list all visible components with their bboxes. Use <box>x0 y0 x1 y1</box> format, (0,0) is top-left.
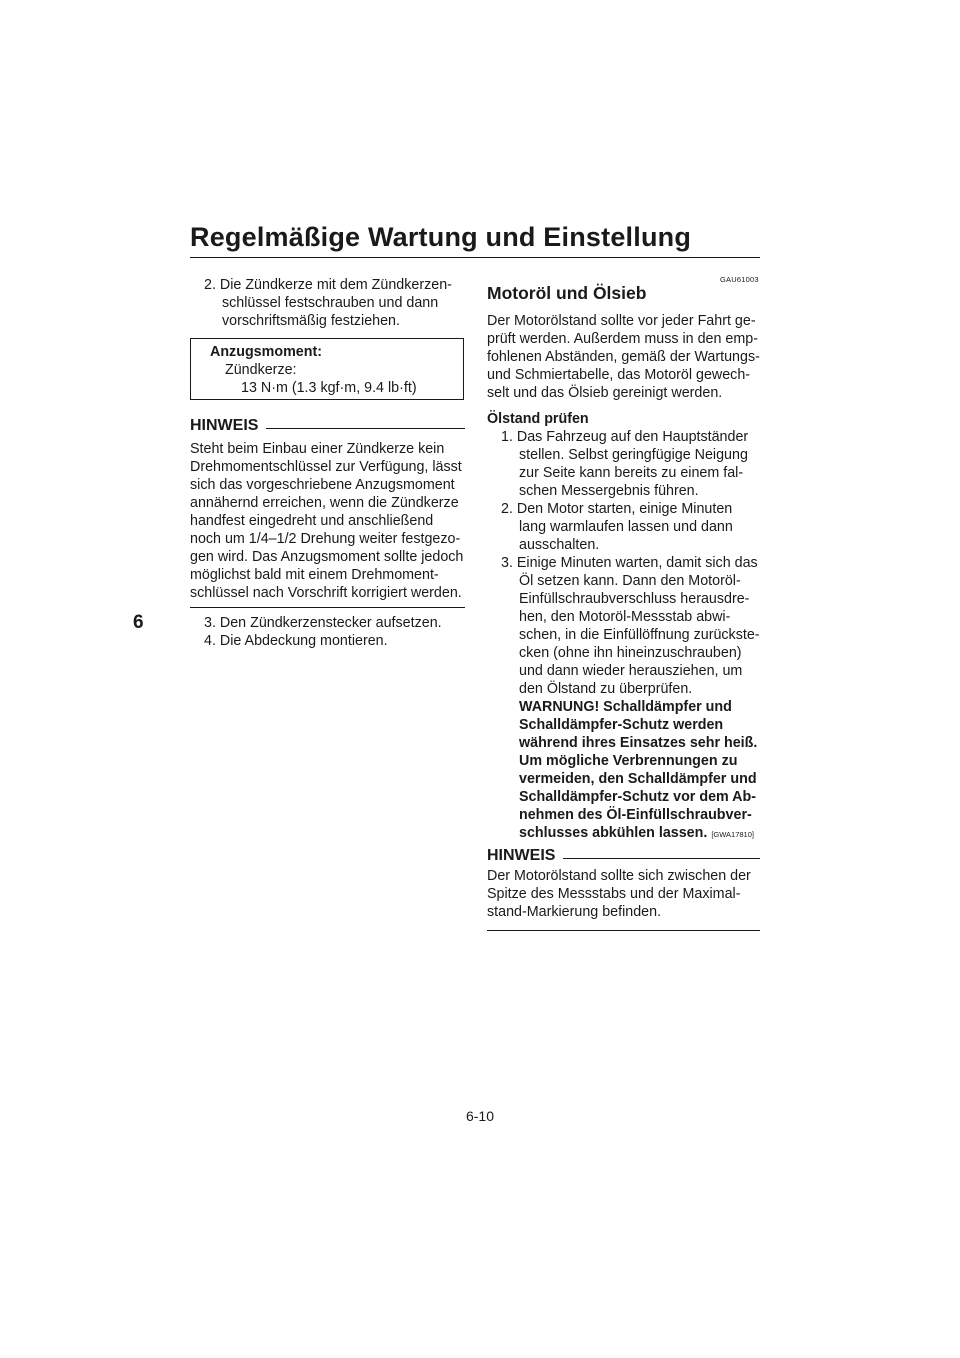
step-line: und dann wieder herausziehen, um <box>519 663 743 679</box>
step-line: zur Seite kann bereits zu einem fal- <box>519 465 744 481</box>
intro-line: fohlenen Abständen, gemäß der Wartungs- <box>487 349 760 365</box>
note-body-right <box>487 867 760 921</box>
oil-check-steps <box>487 428 760 844</box>
page-title: Regelmäßige Wartung und Einstellung <box>190 222 692 252</box>
spec-value: 13 N·m (1.3 kgf·m, 9.4 lb·ft) <box>241 380 417 396</box>
intro-line: selt und das Ölsieb gereinigt werden. <box>487 385 723 401</box>
note-line: noch um 1/4–1/2 Drehung weiter festgezo- <box>190 531 461 547</box>
note-heading-label: HINWEIS <box>487 847 556 864</box>
step-line: lang warmlaufen lassen und dann <box>519 519 733 535</box>
spec-item: Zündkerze: <box>225 362 297 378</box>
note-end-rule-left <box>190 607 465 608</box>
torque-spec-box <box>190 338 464 400</box>
step-line: den Ölstand zu überprüfen. <box>519 681 693 697</box>
step-line: Einfüllschraubverschluss herausdre- <box>519 591 750 607</box>
note-line: sich das vorgeschriebene Anzugsmoment <box>190 477 455 493</box>
spec-title: Anzugsmoment: <box>210 344 322 360</box>
left-steps-3-4 <box>190 614 465 650</box>
warning-line: nehmen des Öl-Einfüllschraubver- <box>519 807 752 823</box>
warning-line: WARNUNG! Schalldämpfer und <box>519 699 732 715</box>
step-line: schen Messergebnis führen. <box>519 483 699 499</box>
note-heading-right <box>487 847 760 865</box>
note-line: möglichst bald mit einem Drehmoment- <box>190 567 439 583</box>
warning-line: schlusses abkühlen lassen. <box>519 825 708 841</box>
warning-line: vermeiden, den Schalldämpfer und <box>519 771 757 787</box>
step-line: Öl setzen kann. Dann den Motoröl- <box>519 573 741 589</box>
note-line: Drehmomentschlüssel zur Verfügung, lässt <box>190 459 462 475</box>
note-line: Spitze des Messstabs und der Maximal- <box>487 886 741 902</box>
intro-line: Der Motorölstand sollte vor jeder Fahrt ge- <box>487 313 756 329</box>
step-line: 3. Den Zündkerzenstecker aufsetzen. <box>204 615 442 631</box>
note-end-rule-right <box>487 930 760 931</box>
section-intro <box>487 312 760 402</box>
step-line: stellen. Selbst geringfügige Neigung <box>519 447 748 463</box>
step-line: schen, in die Einfüllöffnung zurückste- <box>519 627 760 643</box>
section-title: Motoröl und Ölsieb <box>487 283 647 303</box>
note-heading-left <box>190 417 465 435</box>
step-line: hen, den Motoröl-Messstab abwi- <box>519 609 731 625</box>
left-step-2 <box>190 276 465 330</box>
page-number: 6-10 <box>465 1108 495 1124</box>
warning-line: Schalldämpfer-Schutz werden <box>519 717 724 733</box>
note-heading-label: HINWEIS <box>190 417 259 434</box>
note-line: schlüssel nach Vorschrift korrigiert werden. <box>190 585 462 601</box>
note-line: gen wird. Das Anzugsmoment sollte jedoch <box>190 549 464 565</box>
step-line: cken (ohne ihn hineinzuschrauben) <box>519 645 742 661</box>
reference-code: GAU61003 <box>720 275 759 284</box>
step-line: 2. Die Zündkerze mit dem Zündkerzen- <box>204 277 452 293</box>
intro-line: prüft werden. Außerdem muss in den emp- <box>487 331 758 347</box>
step-line: 3. Einige Minuten warten, damit sich das <box>501 555 758 571</box>
step-line: ausschalten. <box>519 537 600 553</box>
intro-line: und Schmiertabelle, das Motoröl gewech- <box>487 367 751 383</box>
warning-last-line <box>487 824 760 844</box>
step-line: 2. Den Motor starten, einige Minuten <box>501 501 733 517</box>
warning-line: Um mögliche Verbrennungen zu <box>519 753 738 769</box>
note-line: handfest eingedreht und anschließend <box>190 513 434 529</box>
step-line: schlüssel festschrauben und dann <box>222 295 439 311</box>
heading-rule <box>563 858 760 859</box>
step-line: 1. Das Fahrzeug auf den Hauptständer <box>501 429 749 445</box>
note-line: stand-Markierung befinden. <box>487 904 662 920</box>
subheading-oil-check: Ölstand prüfen <box>487 411 589 427</box>
step-line: 4. Die Abdeckung montieren. <box>204 633 388 649</box>
heading-rule <box>266 428 465 429</box>
warning-line: während ihres Einsatzes sehr heiß. <box>519 735 758 751</box>
note-line: annähernd erreichen, wenn die Zündkerze <box>190 495 459 511</box>
note-body-left <box>190 440 465 602</box>
warning-code: [GWA17810] <box>711 830 754 839</box>
chapter-tab: 6 <box>133 612 144 633</box>
title-rule <box>190 257 760 258</box>
note-line: Steht beim Einbau einer Zündkerze kein <box>190 441 445 457</box>
warning-line: Schalldämpfer-Schutz vor dem Ab- <box>519 789 756 805</box>
step-line: vorschriftsmäßig festziehen. <box>222 313 400 329</box>
note-line: Der Motorölstand sollte sich zwischen der <box>487 868 751 884</box>
